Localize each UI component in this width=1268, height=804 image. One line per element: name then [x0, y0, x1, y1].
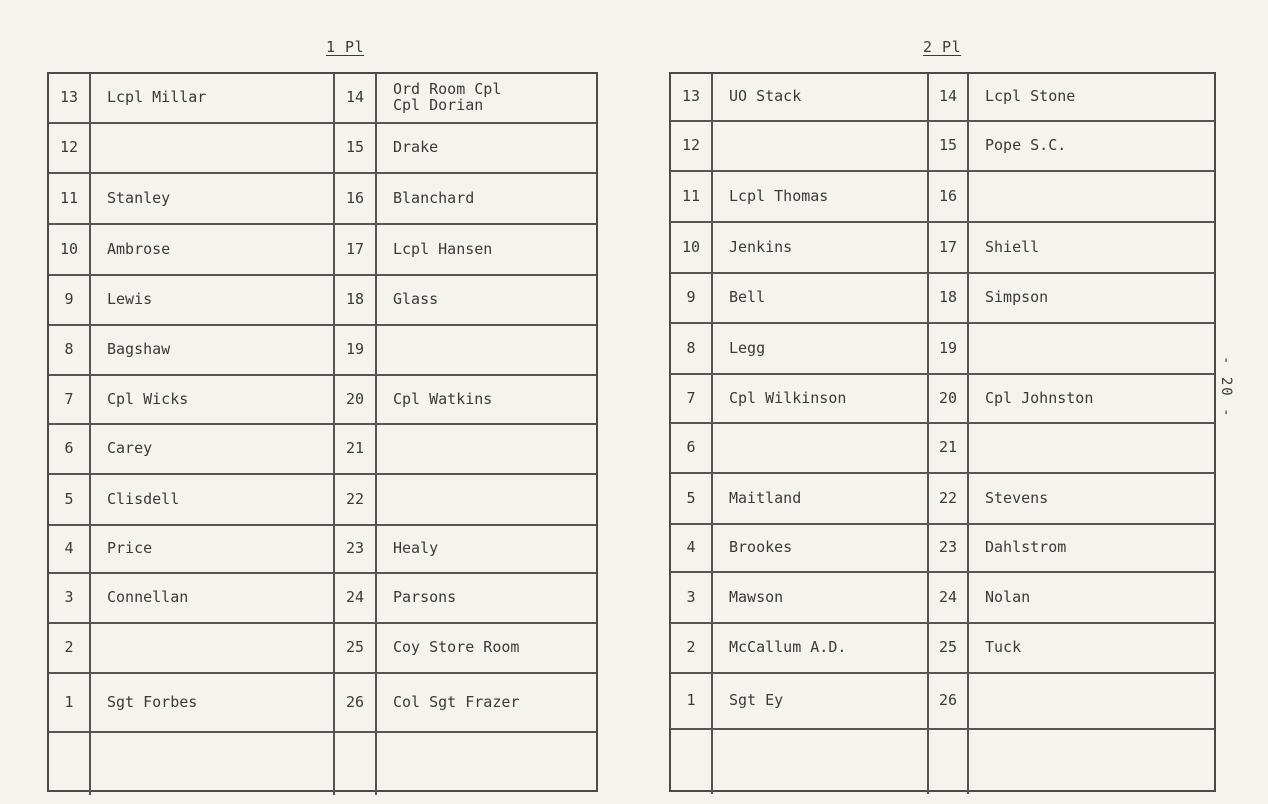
bed-number: 15: [929, 122, 969, 170]
bed-number: 7: [671, 375, 713, 422]
bed-number: 16: [929, 172, 969, 221]
bed-number: 1: [671, 674, 713, 728]
bed-number: 12: [49, 124, 91, 172]
occupant-name: [377, 475, 596, 524]
bed-number: 8: [49, 326, 91, 374]
platoon-2-heading: 2 Pl: [923, 38, 962, 56]
bed-number: 25: [929, 624, 969, 672]
bed-number: 6: [671, 424, 713, 472]
occupant-name: Clisdell: [91, 475, 335, 524]
bed-number: 12: [671, 122, 713, 170]
occupant-name: Cpl Wicks: [91, 376, 335, 423]
occupant-name: Price: [91, 526, 335, 572]
roster-row: [671, 474, 1214, 525]
occupant-name: Brookes: [713, 525, 929, 571]
bed-number: [335, 733, 377, 795]
roster-row: [671, 525, 1214, 573]
occupant-name: Carey: [91, 425, 335, 473]
bed-number: 24: [929, 573, 969, 622]
bed-number: 5: [49, 475, 91, 524]
platoon-1-roster-table: [47, 72, 598, 792]
bed-number: 23: [929, 525, 969, 571]
occupant-name: [969, 324, 1214, 373]
occupant-name: Glass: [393, 290, 439, 309]
roster-row: [671, 375, 1214, 424]
occupant-name: Healy: [393, 539, 439, 558]
occupant-name: [713, 424, 929, 472]
occupant-name: Tuck: [985, 638, 1022, 657]
occupant-name: Shiell: [985, 237, 1040, 256]
occupant-name: [713, 730, 929, 794]
bed-number: 10: [49, 225, 91, 274]
occupant-name: Connellan: [91, 574, 335, 622]
occupant-name: Pope S.C.: [985, 136, 1067, 155]
bed-number: 2: [49, 624, 91, 672]
occupant-name: [91, 733, 335, 795]
roster-row: [671, 674, 1214, 730]
bed-number: 11: [49, 174, 91, 223]
bed-number: 11: [671, 172, 713, 221]
bed-number: 13: [49, 74, 91, 122]
bed-number: 20: [929, 375, 969, 422]
bed-number: 18: [335, 276, 377, 324]
roster-row: [49, 225, 596, 276]
bed-number: 22: [929, 474, 969, 523]
occupant-name: Ord Room Cpl Cpl Dorian: [393, 80, 502, 114]
bed-number: 4: [671, 525, 713, 571]
bed-number: 9: [671, 274, 713, 322]
bed-number: 2: [671, 624, 713, 672]
occupant-name: Cpl Johnston: [985, 388, 1094, 407]
roster-row: [671, 424, 1214, 474]
roster-row: [49, 425, 596, 475]
bed-number: 6: [49, 425, 91, 473]
occupant-name: [377, 326, 596, 374]
roster-row: [671, 274, 1214, 324]
roster-row: [49, 574, 596, 624]
bed-number: 19: [335, 326, 377, 374]
occupant-name: Stanley: [91, 174, 335, 223]
bed-number: 15: [335, 124, 377, 172]
bed-number: 19: [929, 324, 969, 373]
roster-row: [49, 526, 596, 574]
roster-row: [49, 376, 596, 425]
bed-number: 17: [929, 223, 969, 272]
occupant-name: Parsons: [393, 588, 457, 607]
bed-number: [49, 733, 91, 795]
occupant-name: Mawson: [713, 573, 929, 622]
occupant-name: Sgt Forbes: [91, 674, 335, 731]
occupant-name: Lewis: [91, 276, 335, 324]
bed-number: 13: [671, 74, 713, 120]
occupant-name: Drake: [393, 138, 439, 157]
bed-number: 1: [49, 674, 91, 731]
occupant-name: [713, 122, 929, 170]
bed-number: 10: [671, 223, 713, 272]
occupant-name: [377, 733, 596, 795]
bed-number: 26: [929, 674, 969, 728]
roster-row: [49, 475, 596, 526]
occupant-name: Blanchard: [393, 188, 475, 207]
roster-row: [671, 624, 1214, 674]
occupant-name: Maitland: [713, 474, 929, 523]
occupant-name: Ambrose: [91, 225, 335, 274]
roster-row: [671, 172, 1214, 223]
roster-row: [49, 124, 596, 174]
bed-number: 25: [335, 624, 377, 672]
occupant-name: Bell: [713, 274, 929, 322]
occupant-name: [91, 124, 335, 172]
roster-row: [671, 324, 1214, 375]
bed-number: 17: [335, 225, 377, 274]
occupant-name: Legg: [713, 324, 929, 373]
bed-number: 7: [49, 376, 91, 423]
occupant-name: Stevens: [985, 488, 1049, 507]
roster-row: [671, 730, 1214, 794]
roster-row: [671, 122, 1214, 172]
bed-number: 20: [335, 376, 377, 423]
occupant-name: [91, 624, 335, 672]
roster-row: [49, 276, 596, 326]
occupant-name: Dahlstrom: [985, 538, 1067, 557]
bed-number: 5: [671, 474, 713, 523]
roster-row: [49, 733, 596, 795]
occupant-name: Nolan: [985, 587, 1031, 606]
bed-number: [671, 730, 713, 794]
bed-number: 21: [335, 425, 377, 473]
bed-number: 8: [671, 324, 713, 373]
bed-number: 14: [929, 74, 969, 120]
bed-number: 26: [335, 674, 377, 731]
bed-number: 3: [671, 573, 713, 622]
occupant-name: Simpson: [985, 288, 1049, 307]
occupant-name: Coy Store Room: [393, 638, 520, 657]
bed-number: 18: [929, 274, 969, 322]
occupant-name: [969, 424, 1214, 472]
occupant-name: [969, 674, 1214, 728]
occupant-name: Lcpl Stone: [985, 87, 1076, 106]
bed-number: 22: [335, 475, 377, 524]
roster-row: [49, 174, 596, 225]
roster-row: [49, 624, 596, 674]
occupant-name: Lcpl Hansen: [393, 239, 493, 258]
bed-number: 9: [49, 276, 91, 324]
occupant-name: Bagshaw: [91, 326, 335, 374]
occupant-name: [969, 730, 1214, 794]
occupant-name: Cpl Watkins: [393, 389, 493, 408]
occupant-name: McCallum A.D.: [713, 624, 929, 672]
occupant-name: [969, 172, 1214, 221]
roster-row: [671, 223, 1214, 274]
bed-number: 3: [49, 574, 91, 622]
bed-number: 14: [335, 74, 377, 122]
bed-number: 16: [335, 174, 377, 223]
roster-row: [49, 74, 596, 124]
occupant-name: Sgt Ey: [713, 674, 929, 728]
page-number: - 20 -: [1218, 356, 1234, 419]
roster-row: [671, 74, 1214, 122]
bed-number: 4: [49, 526, 91, 572]
bed-number: [929, 730, 969, 794]
platoon-1-heading: 1 Pl: [326, 38, 365, 56]
bed-number: 23: [335, 526, 377, 572]
occupant-name: [377, 425, 596, 473]
occupant-name: Col Sgt Frazer: [393, 692, 520, 711]
occupant-name: Cpl Wilkinson: [713, 375, 929, 422]
roster-row: [671, 573, 1214, 624]
roster-row: [49, 674, 596, 733]
bed-number: 21: [929, 424, 969, 472]
roster-row: [49, 326, 596, 376]
occupant-name: Jenkins: [713, 223, 929, 272]
occupant-name: UO Stack: [713, 74, 929, 120]
bed-number: 24: [335, 574, 377, 622]
occupant-name: Lcpl Thomas: [713, 172, 929, 221]
occupant-name: Lcpl Millar: [91, 74, 335, 122]
platoon-2-roster-table: [669, 72, 1216, 792]
